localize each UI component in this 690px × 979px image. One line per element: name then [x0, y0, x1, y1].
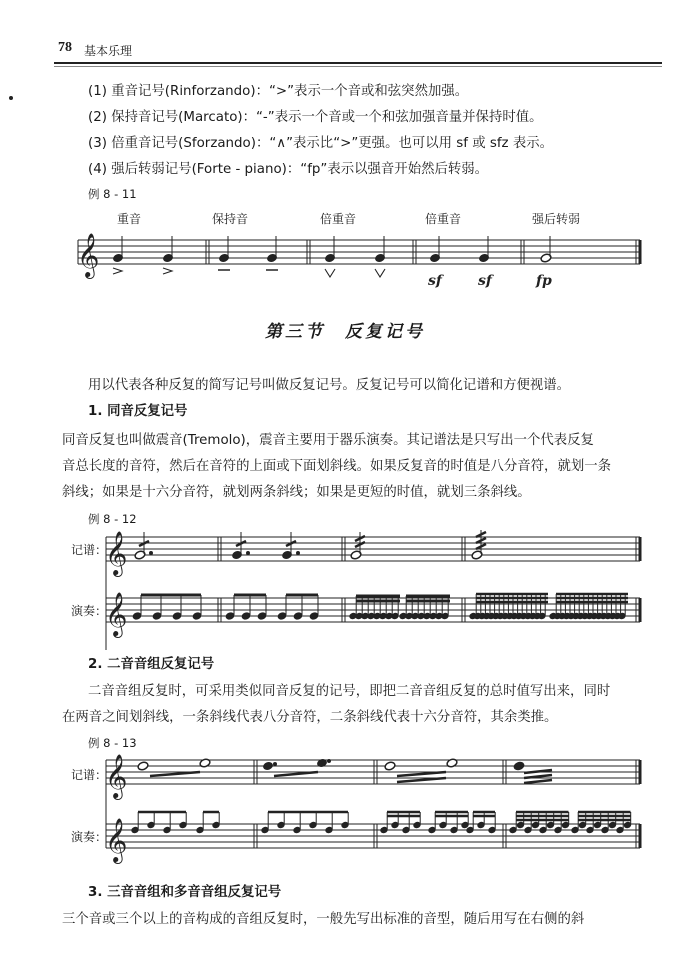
- staff-label-played: 演奏：: [71, 604, 108, 618]
- staff-label-notated: 记谱：: [71, 768, 108, 782]
- intro-paragraph: 用以代表各种反复的简写记号叫做反复记号。反复记号可以简化记谱和方便视谱。: [88, 378, 571, 393]
- subheading-two-note-group: 2. 二音音组反复记号: [88, 657, 215, 672]
- paragraph-line: 斜线；如果是十六分音符，就划两条斜线；如果是更短的时值，就划三条斜线。: [62, 485, 531, 500]
- staff-label-played: 演奏：: [71, 830, 108, 844]
- section-title: 第三节 反复记号: [265, 322, 425, 342]
- treble-clef-icon: 𝄞: [105, 818, 128, 862]
- column-label-marcato: 保持音: [212, 212, 249, 226]
- paragraph-line: 在两音之间划斜线，一条斜线代表八分音符，二条斜线代表十六分音符，其余类推。: [62, 710, 558, 725]
- two-note-tremolo-notated: [137, 758, 552, 783]
- example-label-8-12: 例 8 - 12: [88, 512, 137, 526]
- page-number: 78: [58, 40, 72, 55]
- list-item-sforzando: (3) 倍重音记号(Sforzando)：“∧”表示比“>”更强。也可以用 sf 或 sfz 表示。: [88, 136, 554, 151]
- subheading-tremolo: 1. 同音反复记号: [88, 404, 188, 419]
- paragraph-line: 三个音或三个以上的音构成的音组反复时，一般先写出标准的音型，随后用写在右侧的斜: [62, 912, 585, 927]
- column-label-accent: 重音: [117, 212, 142, 226]
- paragraph-line: 同音反复也叫做震音(Tremolo)，震音主要用于器乐演奏。其记谱法是只写出一个代表反复: [62, 433, 594, 448]
- treble-clef-icon: 𝄞: [105, 754, 128, 798]
- list-item-rinforzando: (1) 重音记号(Rinforzando)：“>”表示一个音或和弦突然加强。: [88, 84, 469, 99]
- staff-label-notated: 记谱：: [71, 543, 108, 557]
- paragraph-line: 音总长度的音符，然后在音符的上面或下面划斜线。如果反复音的时值是八分音符，就划一条: [62, 459, 612, 474]
- example-label-8-13: 例 8 - 13: [88, 736, 137, 750]
- column-label-sforzando-a: 倍重音: [320, 212, 357, 226]
- running-title: 基本乐理: [84, 44, 133, 58]
- column-label-forte-piano: 强后转弱: [532, 212, 581, 226]
- treble-clef-icon: 𝄞: [105, 592, 128, 636]
- treble-clef-icon: 𝄞: [77, 233, 100, 277]
- list-item-marcato: (2) 保持音记号(Marcato)：“-”表示一个音或一个和弦加强音量并保持时值。: [88, 110, 543, 125]
- dynamic-sf-2: sf: [478, 273, 492, 289]
- list-item-forte-piano: (4) 强后转弱记号(Forte - piano)：“fp”表示以强音开始然后转弱。: [88, 162, 489, 177]
- column-label-sforzando-b: 倍重音: [425, 212, 462, 226]
- treble-clef-icon: 𝄞: [105, 531, 128, 575]
- paragraph-line: 二音音组反复时，可采用类似同音反复的记号，即把二音音组反复的总时值写出来，同时: [88, 684, 611, 699]
- example-label-8-11: 例 8 - 11: [88, 187, 137, 201]
- dynamic-fp: fp: [536, 273, 552, 289]
- staff-8-11: [78, 240, 640, 264]
- dynamic-sf-1: sf: [428, 273, 442, 289]
- articulations-8-11: [113, 268, 385, 277]
- subheading-multi-note-group: 3. 三音音组和多音音组反复记号: [88, 885, 282, 900]
